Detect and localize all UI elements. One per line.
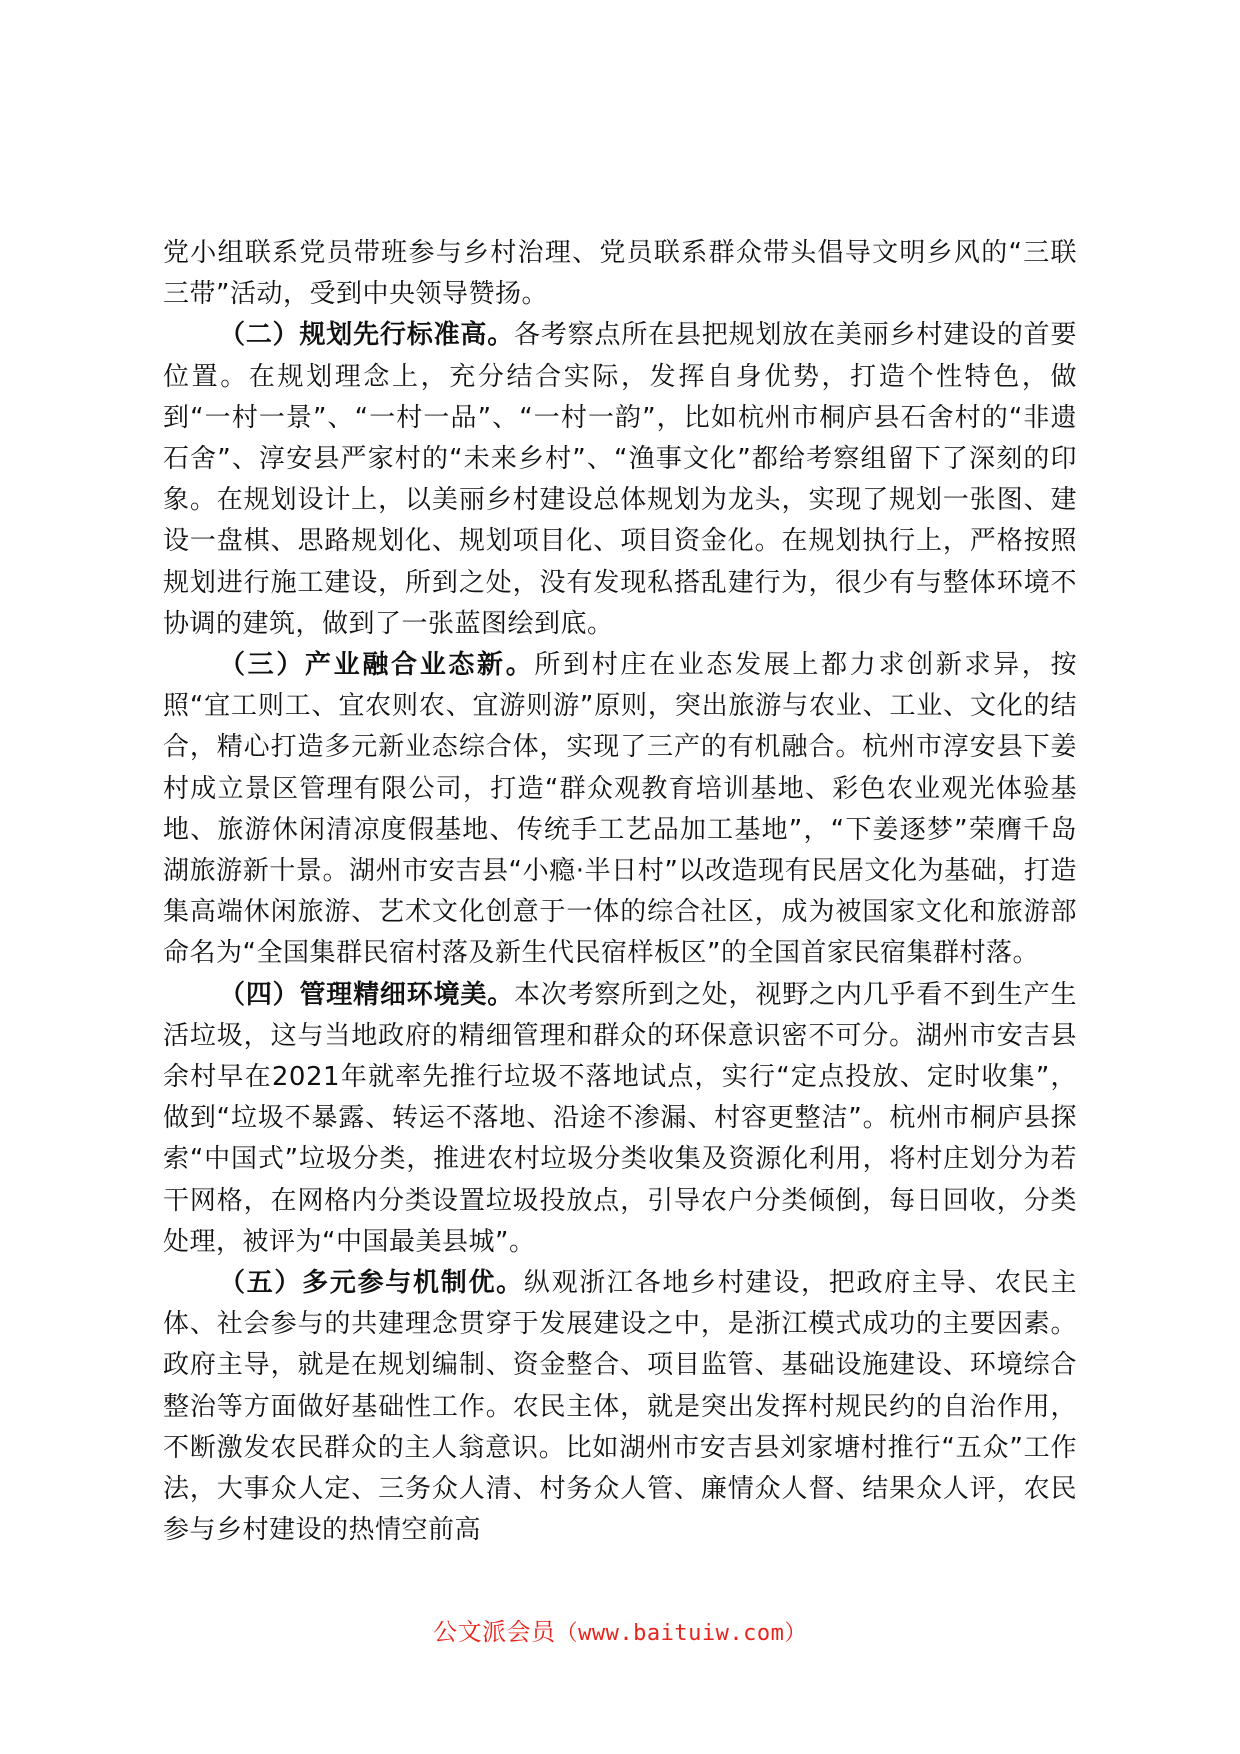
paragraph-5-text: 纵观浙江各地乡村建设，把政府主导、农民主体、社会参与的共建理念贯穿于发展建设之中，是浙江模式成功的主要因素。政府主导，就是在规划编制、资金整合、项目监管、基础设施建设、环境综合整治等方面做好基础性工作。农民主体，就是突出发挥村规民约的自治作用，不断激发农民群众的主人翁意识。比如湖州市安吉县刘家塘村推行“五众”工作法，大事众人定、三务众人清、村务众人管、廉情众人督、结果众人评，农民参与乡村建设的热情空前高 (163, 1268, 1077, 1546)
footer-close-paren: ） (784, 1621, 807, 1646)
footer-watermark (0, 1612, 1240, 1647)
footer-url[interactable]: www.baituiw.com (578, 1621, 785, 1646)
paragraph-3-text: 所到村庄在业态发展上都力求创新求异，按照“宜工则工、宜农则农、宜游则游”原则，突出旅游与农业、工业、文化的结合，精心打造多元新业态综合体，实现了三产的有机融合。杭州市淳安县下姜村成立景区管理有限公司，打造“群众观教育培训基地、彩色农业观光体验基地、旅游休闲清凉度假基地、传统手工艺品加工基地”，“下姜逐梦”荣膺千岛湖旅游新十景。湖州市安吉县“小瘾·半日村”以改造现有民居文化为基础，打造集高端休闲旅游、艺术文化创意于一体的综合社区，成为被国家文化和旅游部命名为“全国集群民宿村落及新生代民宿样板区”的全国首家民宿集群村落。 (163, 650, 1077, 969)
paragraph-2 (163, 315, 1077, 645)
footer-open-paren: （ (555, 1621, 579, 1646)
section-heading-3: （三）产业融合业态新。 (219, 650, 535, 681)
paragraph-4 (163, 975, 1077, 1263)
paragraph-2-text: 各考察点所在县把规划放在美丽乡村建设的首要位置。在规划理念上，充分结合实际，发挥自身优势，打造个性特色，做到“一村一景”、“一村一品”、“一村一韵”，比如杭州市桐庐县石舍村的“非遗石舍”、淳安县严家村的“未来乡村”、“渔事文化”都给考察组留下了深刻的印象。在规划设计上，以美丽乡村建设总体规划为龙头，实现了规划一张图、建设一盘棋、思路规划化、规划项目化、项目资金化。在规划执行上，严格按照规划进行施工建设，所到之处，没有发现私搭乱建行为，很少有与整体环境不协调的建筑，做到了一张蓝图绘到底。 (163, 320, 1077, 639)
footer-brand: 公文派会员 (433, 1618, 556, 1646)
paragraph-1 (163, 233, 1077, 315)
document-body (163, 233, 1077, 1552)
paragraph-5 (163, 1263, 1077, 1551)
section-heading-4: （四）管理精细环境美。 (219, 979, 515, 1010)
paragraph-4-text: 本次考察所到之处，视野之内几乎看不到生产生活垃圾，这与当地政府的精细管理和群众的环保意识密不可分。湖州市安吉县余村早在2021年就率先推行垃圾不落地试点，实行“定点投放、定时收集”，做到“垃圾不暴露、转运不落地、沿途不渗漏、村容更整洁”。杭州市桐庐县探索“中国式”垃圾分类，推进农村垃圾分类收集及资源化利用，将村庄划分为若干网格，在网格内分类设置垃圾投放点，引导农户分类倾倒，每日回收，分类处理，被评为“中国最美县城”。 (163, 979, 1077, 1257)
section-heading-5: （五）多元参与机制优。 (219, 1268, 524, 1299)
paragraph-1-text: 党小组联系党员带班参与乡村治理、党员联系群众带头倡导文明乡风的“三联三带”活动，受到中央领导赞扬。 (163, 238, 1077, 310)
paragraph-3 (163, 645, 1077, 975)
section-heading-2: （二）规划先行标准高。 (219, 320, 515, 351)
